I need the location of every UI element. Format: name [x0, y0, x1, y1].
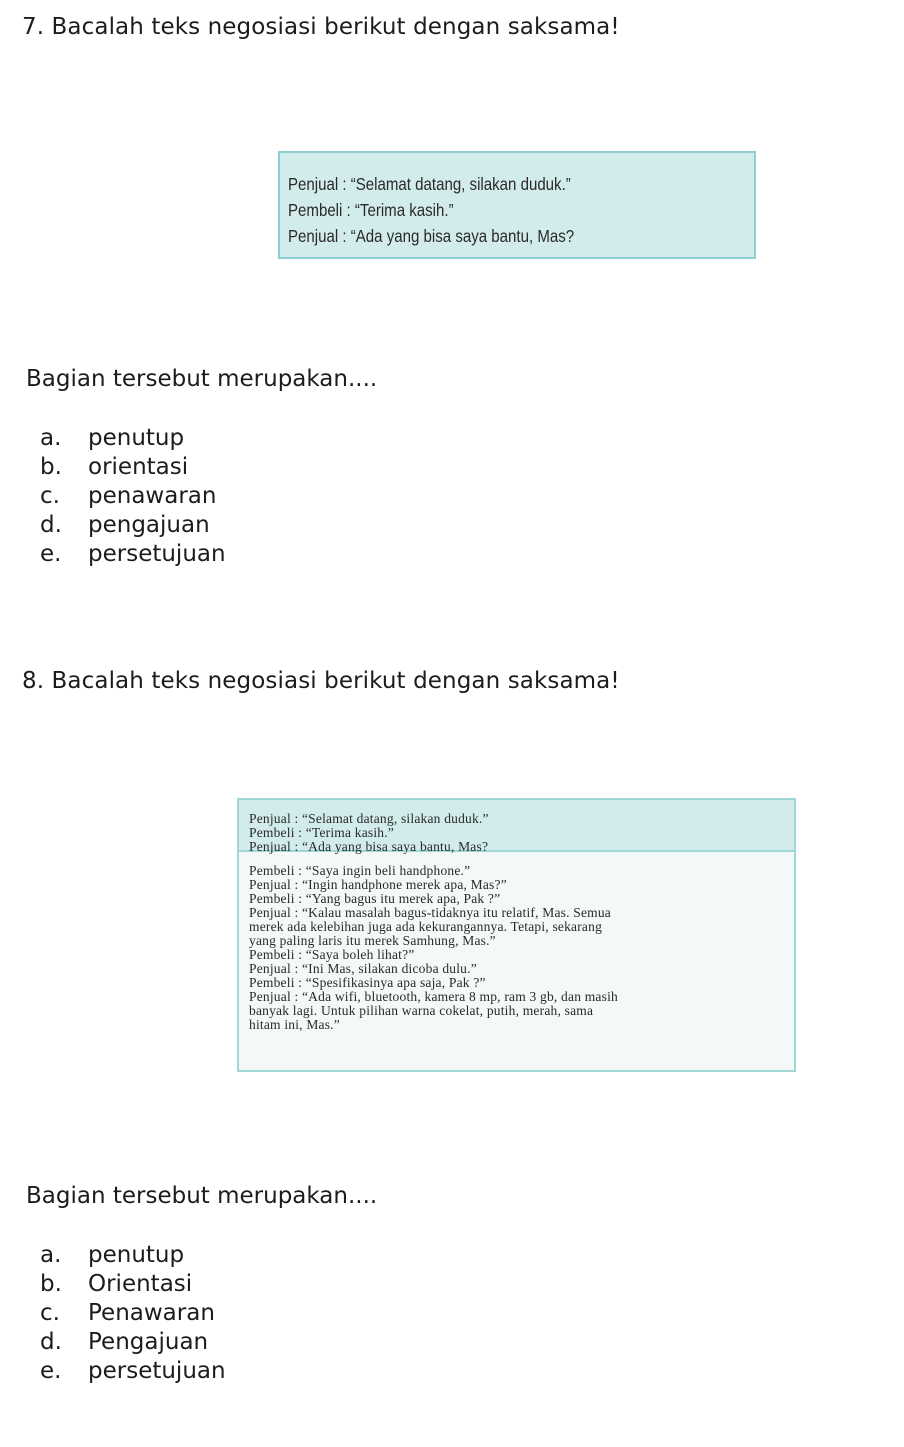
dialog-line: Penjual : “Ada wifi, bluetooth, kamera 8 mp, ram 3 gb, dan masih: [249, 989, 618, 1004]
option-letter: e.: [40, 541, 62, 567]
option-text: penawaran: [88, 483, 217, 509]
option-text: orientasi: [88, 454, 189, 480]
option-e[interactable]: [40, 1357, 226, 1386]
option-b[interactable]: [40, 453, 226, 482]
option-b[interactable]: [40, 1270, 226, 1299]
option-e[interactable]: [40, 540, 226, 569]
dialog-line: Penjual : “Ingin handphone merek apa, Mas?”: [249, 877, 507, 892]
option-c[interactable]: [40, 482, 226, 511]
dialog-line: Penjual : “Selamat datang, silakan duduk.”: [249, 811, 489, 826]
dialog-line: Pembeli : “Spesifikasinya apa saja, Pak ?”: [249, 975, 486, 990]
dialog-line: Pembeli : “Saya ingin beli handphone.”: [249, 863, 471, 878]
option-text: persetujuan: [88, 1358, 226, 1384]
option-text: pengajuan: [88, 512, 210, 538]
question-8-prompt: Bagian tersebut merupakan....: [26, 1183, 378, 1209]
question-7-dialog-box: [278, 151, 756, 259]
dialog-line: Penjual : “Ini Mas, silakan dicoba dulu.”: [249, 961, 477, 976]
question-8-dialog-box: [237, 798, 796, 1072]
option-a[interactable]: [40, 1241, 226, 1270]
dialog-line: Penjual : “Ada yang bisa saya bantu, Mas?: [288, 226, 575, 246]
dialog-line: Pembeli : “Saya boleh lihat?”: [249, 947, 415, 962]
dialog-line: banyak lagi. Untuk pilihan warna cokelat, putih, merah, sama: [249, 1003, 594, 1018]
dialog-line: Penjual : “Selamat datang, silakan duduk.”: [288, 174, 571, 194]
option-letter: c.: [40, 1300, 60, 1326]
dialog-line: Penjual : “Ada yang bisa saya bantu, Mas?: [249, 839, 489, 854]
option-letter: c.: [40, 483, 60, 509]
option-c[interactable]: [40, 1299, 226, 1328]
option-text: Pengajuan: [88, 1329, 209, 1355]
dialog-line: Pembeli : “Terima kasih.”: [288, 200, 454, 220]
dialog-line: Pembeli : “Yang bagus itu merek apa, Pak ?”: [249, 891, 501, 906]
question-7-options: [40, 424, 226, 569]
dialog-orientation-section: [239, 800, 794, 852]
dialog-line: hitam ini, Mas.”: [249, 1017, 340, 1032]
option-letter: a.: [40, 425, 62, 451]
option-text: persetujuan: [88, 541, 226, 567]
question-7-title: 7. Bacalah teks negosiasi berikut dengan saksama!: [22, 14, 620, 40]
option-d[interactable]: [40, 1328, 226, 1357]
question-7-prompt: Bagian tersebut merupakan....: [26, 366, 378, 392]
option-letter: d.: [40, 1329, 62, 1355]
question-8-options: [40, 1241, 226, 1386]
option-text: Orientasi: [88, 1271, 193, 1297]
option-letter: e.: [40, 1358, 62, 1384]
dialog-line: Penjual : “Kalau masalah bagus-tidaknya itu relatif, Mas. Semua: [249, 905, 611, 920]
dialog-line: yang paling laris itu merek Samhung, Mas.”: [249, 933, 496, 948]
option-text: penutup: [88, 1242, 185, 1268]
option-letter: b.: [40, 454, 62, 480]
option-letter: a.: [40, 1242, 62, 1268]
option-d[interactable]: [40, 511, 226, 540]
option-text: Penawaran: [88, 1300, 215, 1326]
option-a[interactable]: [40, 424, 226, 453]
dialog-line: merek ada kelebihan juga ada kekurangannya. Tetapi, sekarang: [249, 919, 603, 934]
option-letter: d.: [40, 512, 62, 538]
question-8-title: 8. Bacalah teks negosiasi berikut dengan saksama!: [22, 668, 620, 694]
option-text: penutup: [88, 425, 185, 451]
dialog-body-section: [239, 852, 794, 1032]
dialog-line: Pembeli : “Terima kasih.”: [249, 825, 395, 840]
option-letter: b.: [40, 1271, 62, 1297]
